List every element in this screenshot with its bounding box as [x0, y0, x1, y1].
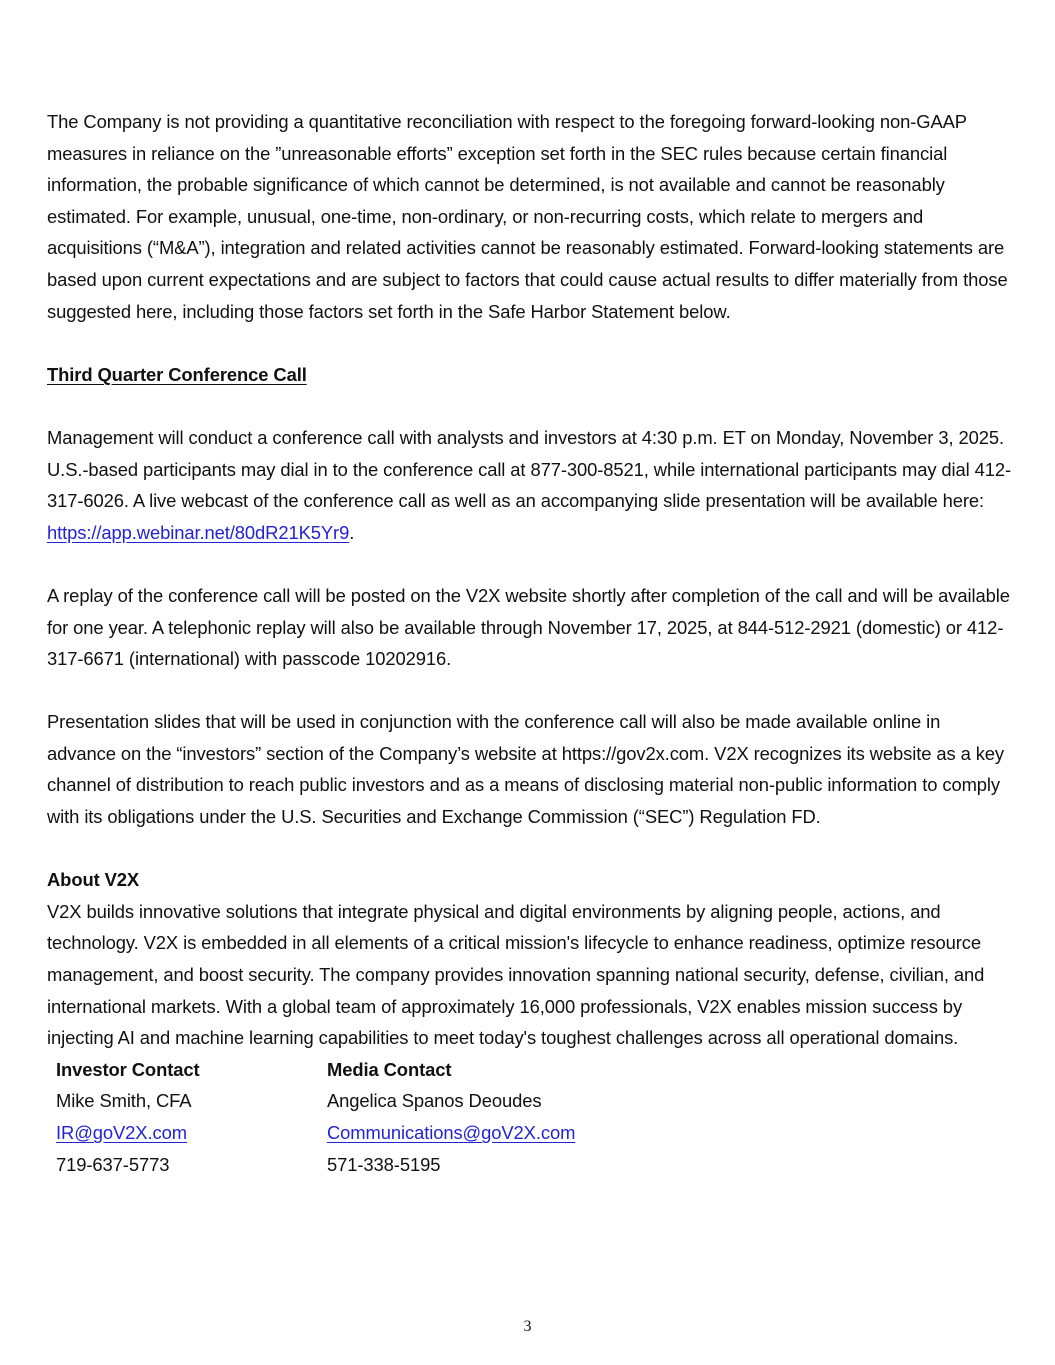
about-heading: About V2X	[47, 869, 140, 891]
conference-call-heading: Third Quarter Conference Call	[47, 363, 307, 385]
replay-paragraph: A replay of the conference call will be posted on the V2X website shortly after completion of the call and will be available for one year. A telephonic replay will also be available through November 17, 2025, at 844-512-2921 (domestic) or 412-317-6671 (international) with passcode 10202916.	[47, 584, 1010, 670]
webcast-link[interactable]: https://app.webinar.net/80dR21K5Yr9	[47, 521, 350, 543]
investor-contact-title: Investor Contact	[56, 1058, 200, 1080]
media-contact	[327, 1054, 575, 1180]
media-contact-title: Media Contact	[327, 1058, 452, 1080]
conference-call-period: .	[349, 521, 355, 543]
reconciliation-paragraph: The Company is not providing a quantitative reconciliation with respect to the foregoing forward-looking non-GAAP measures in reliance on the ”unreasonable efforts” exception set forth in the SEC rules because certain financial information, the probable significance of which cannot be determined, is not available and cannot be reasonably estimated. For example, unusual, one-time, non-ordinary, or non-recurring costs, which relate to mergers and acquisitions (“M&A”), integration and related activities cannot be reasonably estimated. Forward-looking statements are based upon current expectations and are subject to factors that could cause actual results to differ materially from those suggested here, including those factors set forth in the Safe Harbor Statement below.	[47, 111, 1008, 322]
conference-call-paragraph	[47, 422, 1012, 548]
media-contact-phone: 571-338-5195	[327, 1153, 441, 1175]
about-paragraph: V2X builds innovative solutions that integrate physical and digital environments by aligning people, actions, and technology. V2X is embedded in all elements of a critical mission's lifecycle to enhance readiness, optimize resource management, and boost security. The company provides innovation spanning national security, defense, civilian, and international markets. With a global team of approximately 16,000 professionals, V2X enables mission success by injecting AI and machine learning capabilities to meet today's toughest challenges across all operational domains.	[47, 900, 985, 1049]
page-number: 3	[523, 1318, 532, 1335]
contacts-table	[47, 1054, 1012, 1180]
investor-contact-name: Mike Smith, CFA	[56, 1090, 192, 1112]
presentation-slides-paragraph: Presentation slides that will be used in conjunction with the conference call will also be made available online in advance on the “investors” section of the Company’s website at https://gov2x.com. V2X recognizes its website as a key channel of distribution to reach public investors and as a means of disclosing material non-public information to comply with its obligations under the U.S. Securities and Exchange Commission (“SEC”) Regulation FD.	[47, 711, 1005, 828]
investor-contact-email-link[interactable]: IR@goV2X.com	[56, 1122, 187, 1143]
document-page	[47, 106, 1012, 1180]
investor-contact	[56, 1054, 327, 1180]
conference-call-text: Management will conduct a conference call with analysts and investors at 4:30 p.m. ET on Monday, November 3, 2025. U.S.-based participants may dial in to the conference call at 877-300-8521, while international participants may dial 412-317-6026. A live webcast of the conference call as well as an accompanying slide presentation will be available here:	[47, 426, 1012, 512]
investor-contact-phone: 719-637-5773	[56, 1153, 170, 1175]
media-contact-name: Angelica Spanos Deoudes	[327, 1090, 542, 1112]
media-contact-email-link[interactable]: Communications@goV2X.com	[327, 1122, 576, 1143]
